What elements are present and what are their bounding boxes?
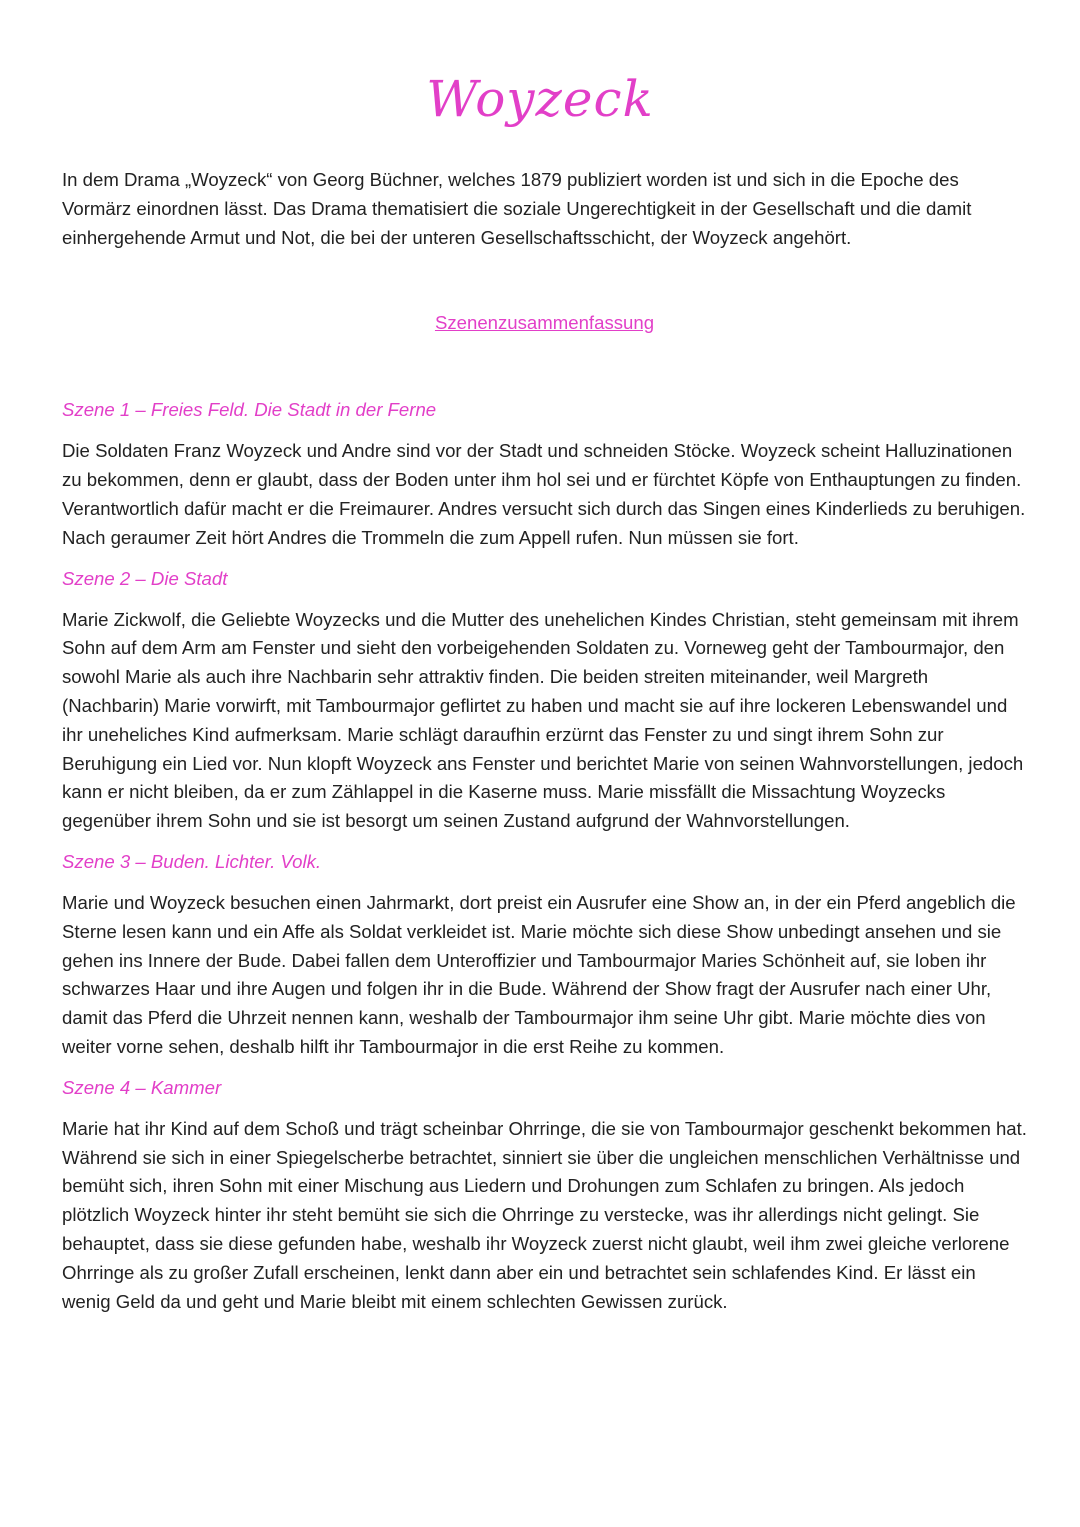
scene-heading-4: Szene 4 – Kammer [62,1076,222,1098]
intro-paragraph: In dem Drama „Woyzeck“ von Georg Büchner, welches 1879 publiziert worden ist und sich in die Epoche des Vormärz einordnen lässt. Das Drama thematisiert die soziale Ungerechtigkeit in der Gesellschaft und die damit einhergehende Armut und Not, die bei der unteren Gesellschaftsschicht, der Woyzeck angehört. [62,169,972,248]
scene-heading-2: Szene 2 – Die Stadt [62,567,228,589]
scene-heading-1: Szene 1 – Freies Feld. Die Stadt in der Ferne [62,399,437,421]
section-heading: Szenenzusammenfassung [434,312,655,334]
scene-block-2 [62,565,1027,836]
scene-block-1 [62,396,1027,552]
scene-block-4 [62,1074,1027,1317]
document-body [62,166,1027,1328]
scene-block-3 [62,848,1027,1062]
scene-text-2: Marie Zickwolf, die Geliebte Woyzecks und die Mutter des unehelichen Kindes Christian, steht gemeinsam mit ihrem Sohn auf dem Arm am Fenster und sieht den vorbeigehenden Soldaten zu. Vorneweg geht der Tambourmajor, den sowohl Marie als auch ihre Nachbarin sehr attraktiv finden. Die beiden streiten miteinander, weil Margreth (Nachbarin) Marie vorwirft, mit Tambourmajor geflirtet zu haben und macht sie auf ihre lockeren Lebenswandel und ihr uneheliches Kind aufmerksam. Marie schlägt daraufhin erzürnt das Fenster zu und singt ihrem Sohn zur Beruhigung ein Lied vor. Nun klopft Woyzeck ans Fenster und berichtet Marie von seinen Wahnvorstellungen, jedoch kann er nicht bleiben, da er zum Zählappel in die Kaserne muss. Marie missfällt die Missachtung Woyzecks gegenüber ihrem Sohn und sie ist besorgt um seinen Zustand aufgrund der Wahnvorstellungen. [62,608,1024,832]
scene-text-1: Die Soldaten Franz Woyzeck und Andre sind vor der Stadt und schneiden Stöcke. Woyzeck scheint Halluzinationen zu bekommen, denn er glaubt, dass der Boden unter ihm hol sei und er fürchtet Köpfe von Enthauptungen zu finden. Verantwortlich dafür macht er die Freimaurer. Andres versucht sich durch das Singen eines Kinderlieds zu beruhigen. Nach geraumer Zeit hört Andres die Trommeln die zum Appell rufen. Nun müssen sie fort. [62,440,1026,548]
scene-text-3: Marie und Woyzeck besuchen einen Jahrmarkt, dort preist ein Ausrufer eine Show an, in der ein Pferd angeblich die Sterne lesen kann und ein Affe als Soldat verkleidet ist. Marie möchte sich diese Show unbedingt ansehen und sie gehen ins Innere der Bude. Dabei fallen dem Unteroffizier und Tambourmajor Maries Schönheit auf, sie loben ihr schwarzes Haar und ihre Augen und folgen ihr in die Bude. Während der Show fragt der Ausrufer nach einer Uhr, damit das Pferd die Uhrzeit nennen kann, weshalb der Tambourmajor ihm seine Uhr gibt. Marie möchte dies von weiter vorne sehen, deshalb hilft ihr Tambourmajor in die erst Reihe zu kommen. [62,891,1016,1057]
scene-text-4: Marie hat ihr Kind auf dem Schoß und trägt scheinbar Ohrringe, die sie von Tambourmajor geschenkt bekommen hat. Während sie sich in einer Spiegelscherbe betrachtet, sinniert sie über die ungleichen menschlichen Verhältnisse und bemüht sich, ihren Sohn mit einer Mischung aus Liedern und Drohungen zum Schlafen zu bringen. Als jedoch plötzlich Woyzeck hinter ihr steht bemüht sie sich die Ohrringe zu verstecke, was ihr allerdings nicht gelingt. Sie behauptet, dass sie diese gefunden habe, weshalb ihr Woyzeck zuerst nicht glaubt, weil ihm zwei gleiche verlorene Ohrringe als zu großer Zufall erscheinen, lenkt dann aber ein und betrachtet sein schlafendes Kind. Er lässt ein wenig Geld da und geht und Marie bleibt mit einem schlechten Gewissen zurück. [62,1117,1027,1312]
scene-heading-3: Szene 3 – Buden. Lichter. Volk. [62,850,322,872]
document-title: Woyzeck [426,70,654,128]
